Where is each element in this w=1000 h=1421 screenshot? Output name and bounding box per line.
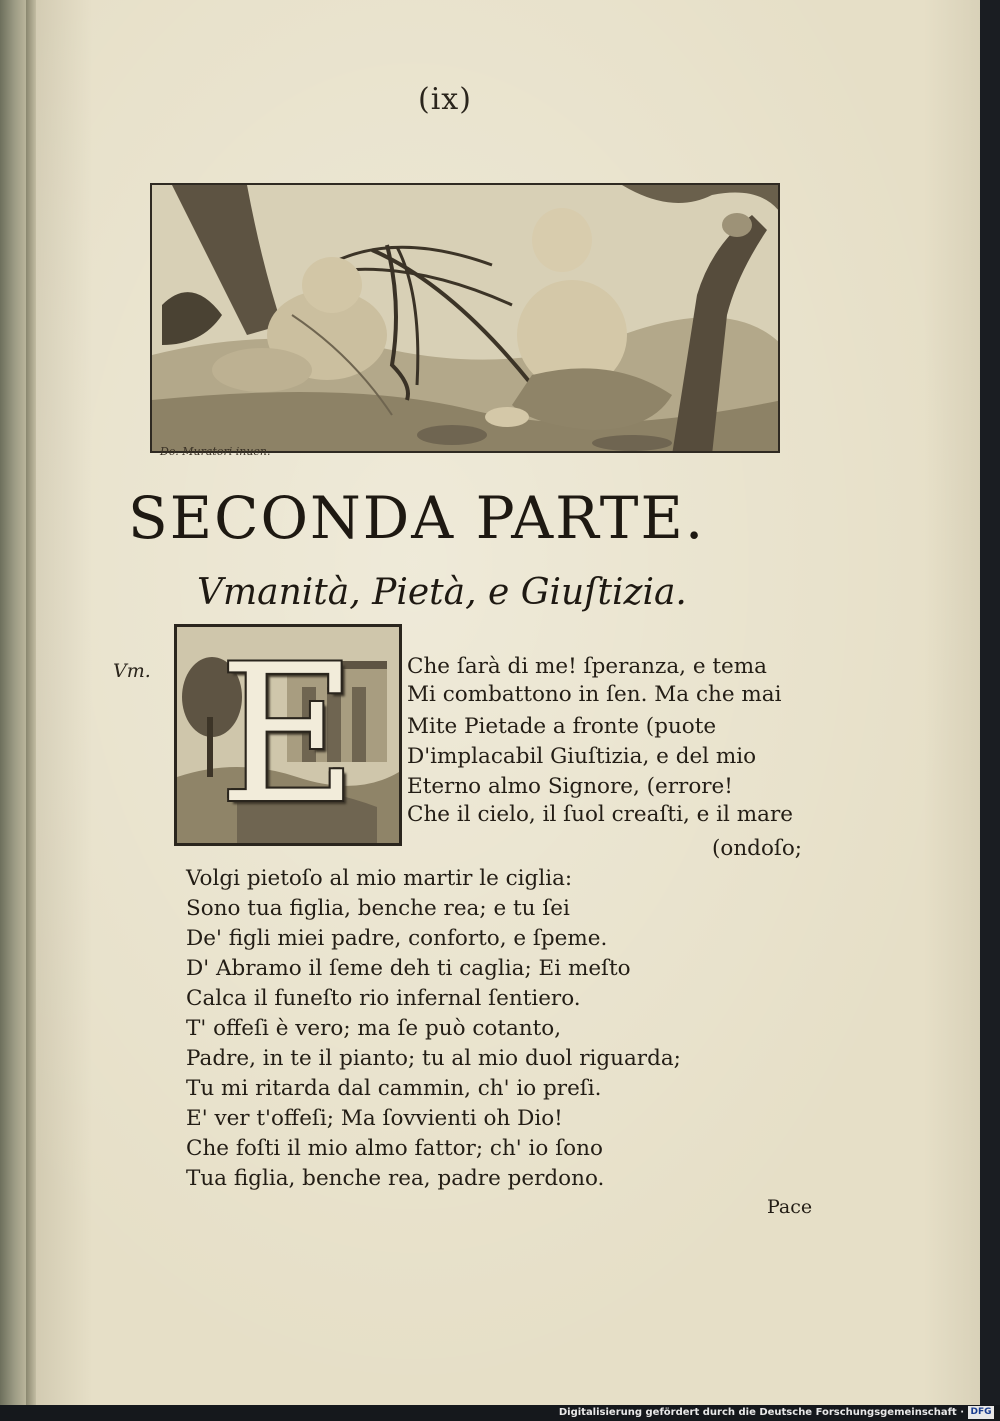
engraver-credit: Do. Muratori inuen. xyxy=(160,445,271,458)
cherubs-engraving-icon xyxy=(152,185,780,453)
verse-line: E' ver t'offeſi; Ma ſovvienti oh Dio! xyxy=(186,1106,563,1131)
dfg-logo-icon: DFG xyxy=(968,1406,994,1419)
initial-letter: E xyxy=(218,624,358,845)
verse-line: D' Abramo il ſeme deh ti caglia; Ei meſto xyxy=(186,956,631,981)
verse-line: Mite Pietade a fronte (puote xyxy=(407,714,717,739)
footer-credit: Digitalisierung gefördert durch die Deutsche Forschungsgemeinschaft · xyxy=(558,1407,964,1418)
speaker-label: Vm. xyxy=(113,660,151,682)
decorated-initial xyxy=(174,624,402,846)
verse-line: D'implacabil Giuſtizia, e del mio xyxy=(407,744,757,769)
verse-line: Calca il funeſto rio infernal ſentiero. xyxy=(186,986,581,1011)
catchword: Pace xyxy=(767,1196,813,1218)
verse-line: Padre, in te il pianto; tu al mio duol riguarda; xyxy=(186,1046,681,1071)
headpiece-engraving xyxy=(150,183,780,453)
verse-line: Sono tua figlia, benche rea; e tu ſei xyxy=(186,896,570,921)
verse-line: Tua figlia, benche rea, padre perdono. xyxy=(186,1166,605,1191)
page-number: (ix) xyxy=(418,82,472,117)
verse-line: T' offeſi è vero; ma ſe può cotanto, xyxy=(186,1016,562,1041)
verse-line: Eterno almo Signore, (errore! xyxy=(407,774,733,799)
verse-line: De' figli miei padre, conforto, e ſpeme. xyxy=(186,926,608,951)
verse-line: Che ſarà di me! ſperanza, e tema xyxy=(407,654,767,679)
verse-line: Volgi pietoſo al mio martir le ciglia: xyxy=(186,866,573,891)
section-subtitle: Vmanità, Pietà, e Giuſtizia. xyxy=(197,572,687,613)
section-title: SECONDA PARTE. xyxy=(128,484,706,552)
verse-line: Che foſti il mio almo fattor; ch' io ſono xyxy=(186,1136,603,1161)
verse-line: Mi combattono in ſen. Ma che mai xyxy=(407,682,782,707)
verse-line-turnover: (ondoſo; xyxy=(712,836,803,861)
verse-line: Tu mi ritarda dal cammin, ch' io preſi. xyxy=(186,1076,602,1101)
verse-line: Che il cielo, il ſuol creaſti, e il mare xyxy=(407,802,793,827)
